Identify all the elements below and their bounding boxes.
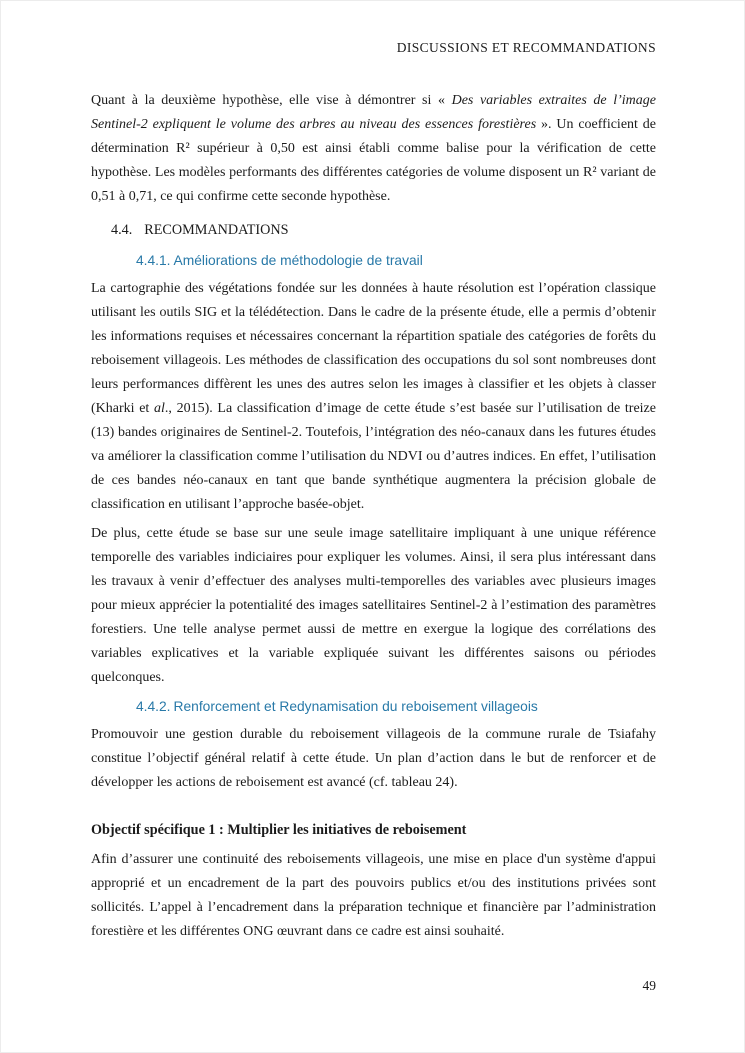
paragraph-hypothesis-2 — [91, 89, 656, 209]
subsection-1-label: Améliorations de méthodologie de travail — [173, 253, 423, 268]
subsection-2-label: Renforcement et Redynamisation du reboisement villageois — [173, 699, 538, 714]
subsection-1-number: 4.4.1. — [136, 253, 171, 268]
p2-post: ., 2015). La classification d’image de cette étude s’est basée sur l’utilisation de treize (13) bandes originaires de Sentinel-2. Toutefois, l’intégration des néo-canaux dans les futures études va améliorer la classification comme l’utilisation du NDVI ou d’autres indices. En effet, l’utilisation de ces bandes néo-canaux en tant que bande synthétique augmentera la précision globale de classification en utilisant l’approche basée-objet. — [91, 401, 656, 512]
section-heading-recommandations — [111, 221, 656, 240]
section-label: RECOMMANDATIONS — [144, 222, 289, 238]
section-number: 4.4. — [111, 222, 133, 238]
objective-1-title: Objectif spécifique 1 : Multiplier les initiatives de reboisement — [91, 822, 467, 838]
subsection-heading-reinforcement — [136, 698, 656, 716]
page-number: 49 — [642, 978, 656, 993]
p1-pre: Quant à la deuxième hypothèse, elle vise à démontrer si « — [91, 93, 452, 108]
p2-pre: La cartographie des végétations fondée sur les données à haute résolution est l’opération classique utilisant les outils SIG et la télédétection. Dans le cadre de la présente étude, elle a permis d’obtenir les informations requises et nécessaires concernant la répartition spatiale des catégories de forêts du reboisement villageois. Les méthodes de classification des occupations du sol sont nombreuses dont leurs performances diffèrent les unes des autres selon les images à classifier et les objets à classer (Kharki et — [91, 281, 656, 416]
subsection-2-number: 4.4.2. — [136, 699, 171, 714]
running-header: DISCUSSIONS ET RECOMMANDATIONS — [396, 40, 656, 55]
paragraph-tsiafahy: Promouvoir une gestion durable du reboisement villageois de la commune rurale de Tsiafahy constitue l’objectif général relatif à cette étude. Un plan d’action dans le but de renforcer et de développer les actions de reboisement est avancé (cf. tableau 24). — [91, 727, 656, 790]
p1-post: ». Un coefficient de détermination R² supérieur à 0,50 est ainsi établi comme balise pour la vérification de cette hypothèse. Les modèles performants des différentes catégories de volume disposent un R² variant de 0,51 à 0,71, ce qui confirme cette seconde hypothèse. — [91, 117, 656, 204]
paragraph-objective-1-body: Afin d’assurer une continuité des reboisements villageois, une mise en place d'un système d'appui approprié et un encadrement de la part des pouvoirs publics et/ou des institutions privées sont sollicités. L’appel à l’encadrement dans la préparation technique et financière par l’administration forestière et les différentes ONG œuvrant dans ce cadre est ainsi souhaité. — [91, 852, 656, 939]
paragraph-multitemporal: De plus, cette étude se base sur une seule image satellitaire impliquant à une unique référence temporelle des variables indiciaires pour expliquer les volumes. Ainsi, il sera plus intéressant dans les travaux à venir d’effectuer des analyses multi-temporelles des variables avec plusieurs images pour mieux apprécier la potentialité des images satellitaires Sentinel-2 à l’estimation des paramètres forestiers. Une telle analyse permet aussi de mettre en exergue la logique des corrélations des variables explicatives et la variable expliquée suivant les différentes saisons ou périodes quelconques. — [91, 526, 656, 685]
p2-etal-italic: al — [154, 401, 165, 416]
paragraph-cartography — [91, 277, 656, 517]
p1-quote-italic: Des variables extraites de l’image Sentinel-2 expliquent le volume des arbres au niveau des essences forestières — [91, 93, 657, 132]
subsection-heading-methodology — [136, 252, 656, 270]
